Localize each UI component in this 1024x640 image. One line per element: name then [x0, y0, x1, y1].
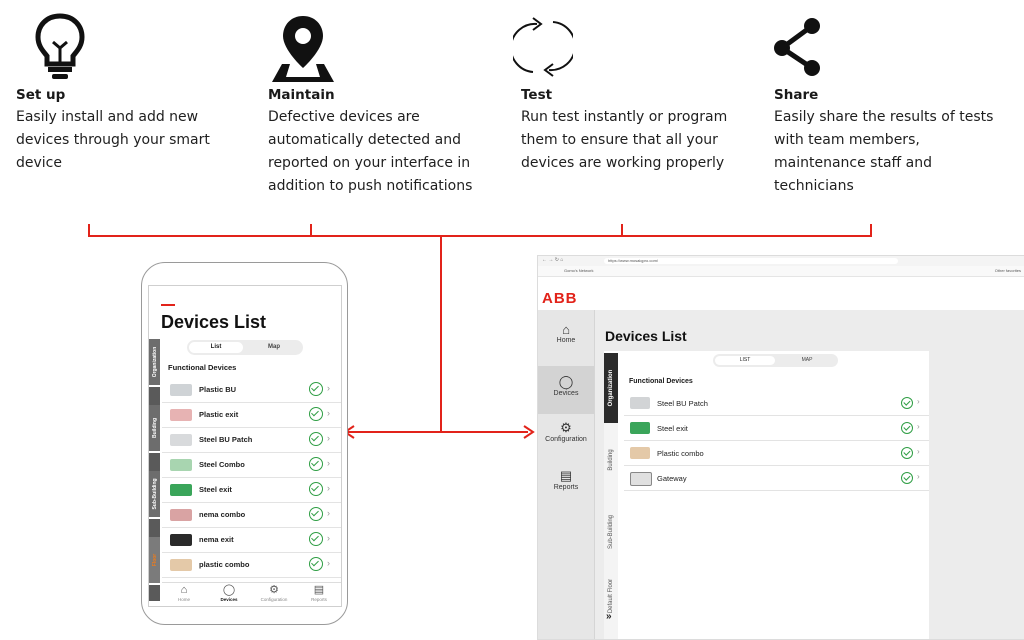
page-title: Devices List [605, 328, 687, 344]
feature-setup [16, 8, 251, 175]
chevron-right-icon: › [327, 408, 330, 418]
device-thumbnail [630, 397, 650, 409]
device-thumbnail [170, 434, 192, 446]
location-tabs [149, 339, 160, 601]
feature-text: Run test instantly or program them to ensure that all your devices are working properly [521, 109, 728, 171]
browser-toolbar [538, 256, 1024, 266]
tab-map[interactable]: Map [268, 344, 280, 350]
chevron-right-icon: › [327, 508, 330, 518]
tab-building[interactable]: Building [608, 449, 614, 471]
bottom-nav [162, 582, 341, 607]
section-heading: Functional Devices [168, 363, 237, 372]
device-thumbnail [170, 509, 192, 521]
check-circle-icon [309, 382, 323, 396]
location-tabs [604, 353, 618, 639]
device-name: Steel BU Patch [199, 435, 253, 444]
nav-arrows-icon[interactable]: ← → ↻ ⌂ [542, 257, 564, 263]
browser-mockup [537, 255, 1024, 640]
document-icon: ▤ [313, 584, 325, 596]
connector-tick [310, 224, 312, 237]
title-accent [161, 304, 175, 306]
tab-building[interactable]: Building [149, 405, 160, 453]
list-item[interactable] [162, 478, 341, 503]
lightbulb-icon: ◯ [222, 584, 236, 596]
list-item[interactable] [624, 391, 929, 416]
device-thumbnail [170, 559, 192, 571]
check-circle-icon [901, 397, 913, 409]
tab-floor[interactable]: Floor [149, 537, 160, 585]
tab-sub-building[interactable]: Sub-Building [149, 471, 160, 519]
list-item[interactable] [162, 403, 341, 428]
chevron-right-icon: › [917, 422, 920, 431]
other-favorites[interactable]: Other favorites [994, 268, 1021, 273]
chevron-right-icon: › [327, 533, 330, 543]
chevron-right-icon: › [327, 558, 330, 568]
home-icon: ⌂ [180, 584, 188, 596]
document-icon: ▤ [559, 468, 573, 483]
check-circle-icon [309, 507, 323, 521]
device-name: Steel exit [199, 485, 232, 494]
chevron-right-icon: › [327, 483, 330, 493]
device-thumbnail [630, 422, 650, 434]
tab-map[interactable]: MAP [801, 357, 813, 363]
list-item[interactable] [162, 528, 341, 553]
page-title: Devices List [161, 312, 267, 332]
feature-title: Test [521, 87, 553, 103]
nav-devices[interactable]: ◯ Devices [209, 584, 249, 602]
share-icon [774, 8, 1009, 86]
tab-list[interactable]: List [189, 342, 243, 353]
check-circle-icon [901, 422, 913, 434]
connector-tick [870, 224, 872, 237]
device-thumbnail [170, 534, 192, 546]
list-item[interactable] [624, 416, 929, 441]
list-item[interactable] [162, 503, 341, 528]
device-thumbnail [170, 459, 192, 471]
lightbulb-icon [16, 8, 251, 86]
feature-text: Easily share the results of tests with team members, maintenance staff and technicians [774, 109, 994, 194]
bookmark-item[interactable]: Gomo's Network [564, 268, 594, 273]
address-bar[interactable]: https://www.mosaiqpro.com/ [604, 258, 898, 264]
feature-title: Maintain [268, 87, 335, 103]
check-circle-icon [309, 532, 323, 546]
favorites-bar [538, 266, 1024, 277]
tab-organization[interactable]: Organization [149, 339, 160, 387]
view-toggle[interactable] [187, 340, 303, 355]
tab-organization[interactable]: Organization [604, 353, 618, 423]
view-toggle[interactable] [713, 354, 838, 367]
refresh-icon [521, 8, 756, 86]
phone-screen [148, 285, 342, 607]
check-circle-icon [901, 472, 913, 484]
check-circle-icon [901, 447, 913, 459]
tab-list[interactable]: LIST [715, 356, 775, 365]
nav-reports[interactable]: ▤ Reports [299, 584, 339, 602]
device-thumbnail [630, 447, 650, 459]
connector-bar [88, 235, 872, 237]
device-name: Steel Combo [199, 460, 245, 469]
device-name: nema combo [199, 510, 246, 519]
home-icon: ⌂ [562, 322, 570, 337]
device-thumbnail [170, 484, 192, 496]
chevron-right-icon: › [327, 458, 330, 468]
map-pin-icon [268, 8, 503, 86]
device-thumbnail [170, 384, 192, 396]
device-name: nema exit [199, 535, 234, 544]
feature-text: Easily install and add new devices through your smart device [16, 109, 210, 171]
device-name: Plastic exit [199, 410, 239, 419]
tab-default-floor[interactable]: Default Floor [608, 578, 614, 614]
lightbulb-icon: ◯ [558, 374, 574, 389]
feature-maintain [268, 8, 503, 198]
connector-horizontal [348, 431, 528, 433]
sidebar-item-home[interactable]: ⌂ Home [538, 322, 594, 362]
feature-title: Set up [16, 87, 66, 103]
list-item[interactable] [624, 441, 929, 466]
sidebar-item-devices[interactable]: ◯ Devices [538, 366, 594, 414]
chevron-right-icon: › [917, 397, 920, 406]
sidebar-item-reports[interactable]: ▤ Reports [538, 468, 594, 508]
list-item[interactable] [162, 553, 341, 578]
connector-tick [621, 224, 623, 237]
feature-text: Defective devices are automatically detected and reported on your interface in addition to push notifications [268, 109, 473, 194]
gear-icon: ⚙ [560, 420, 572, 435]
section-heading: Functional Devices [629, 378, 693, 385]
connector-stem [440, 235, 442, 432]
chevron-right-icon: › [327, 433, 330, 443]
sidebar [538, 310, 595, 639]
abb-logo: ABB [542, 290, 578, 307]
device-thumbnail [170, 409, 192, 421]
gear-icon: ⚙ [269, 584, 279, 596]
device-name: Gateway [657, 474, 687, 483]
feature-share [774, 8, 1009, 198]
device-name: Plastic BU [199, 385, 237, 394]
tab-sub-building[interactable]: Sub-Building [608, 514, 614, 550]
device-thumbnail [630, 472, 652, 486]
list-item[interactable] [162, 378, 341, 403]
phone-mockup [141, 262, 348, 625]
check-circle-icon [309, 482, 323, 496]
sidebar-item-configuration[interactable]: ⚙ Configuration [538, 420, 594, 460]
check-circle-icon [309, 407, 323, 421]
list-item[interactable] [162, 428, 341, 453]
arrow-right-icon [522, 424, 536, 440]
list-item[interactable] [624, 466, 929, 491]
nav-home[interactable]: ⌂ Home [164, 584, 204, 602]
check-circle-icon [309, 557, 323, 571]
device-name: plastic combo [199, 560, 250, 569]
connector-tick [88, 224, 90, 237]
chevron-right-icon: › [917, 472, 920, 481]
feature-title: Share [774, 87, 819, 103]
device-name: Plastic combo [657, 449, 704, 458]
nav-configuration[interactable]: ⚙ Configuration [254, 584, 294, 602]
chevron-right-icon: › [327, 383, 330, 393]
check-circle-icon [309, 432, 323, 446]
chevron-right-icon: › [917, 447, 920, 456]
list-item[interactable] [162, 453, 341, 478]
check-circle-icon [309, 457, 323, 471]
expand-sidebar-button[interactable]: » [606, 611, 612, 622]
device-name: Steel exit [657, 424, 688, 433]
feature-test [521, 8, 756, 175]
device-name: Steel BU Patch [657, 399, 708, 408]
